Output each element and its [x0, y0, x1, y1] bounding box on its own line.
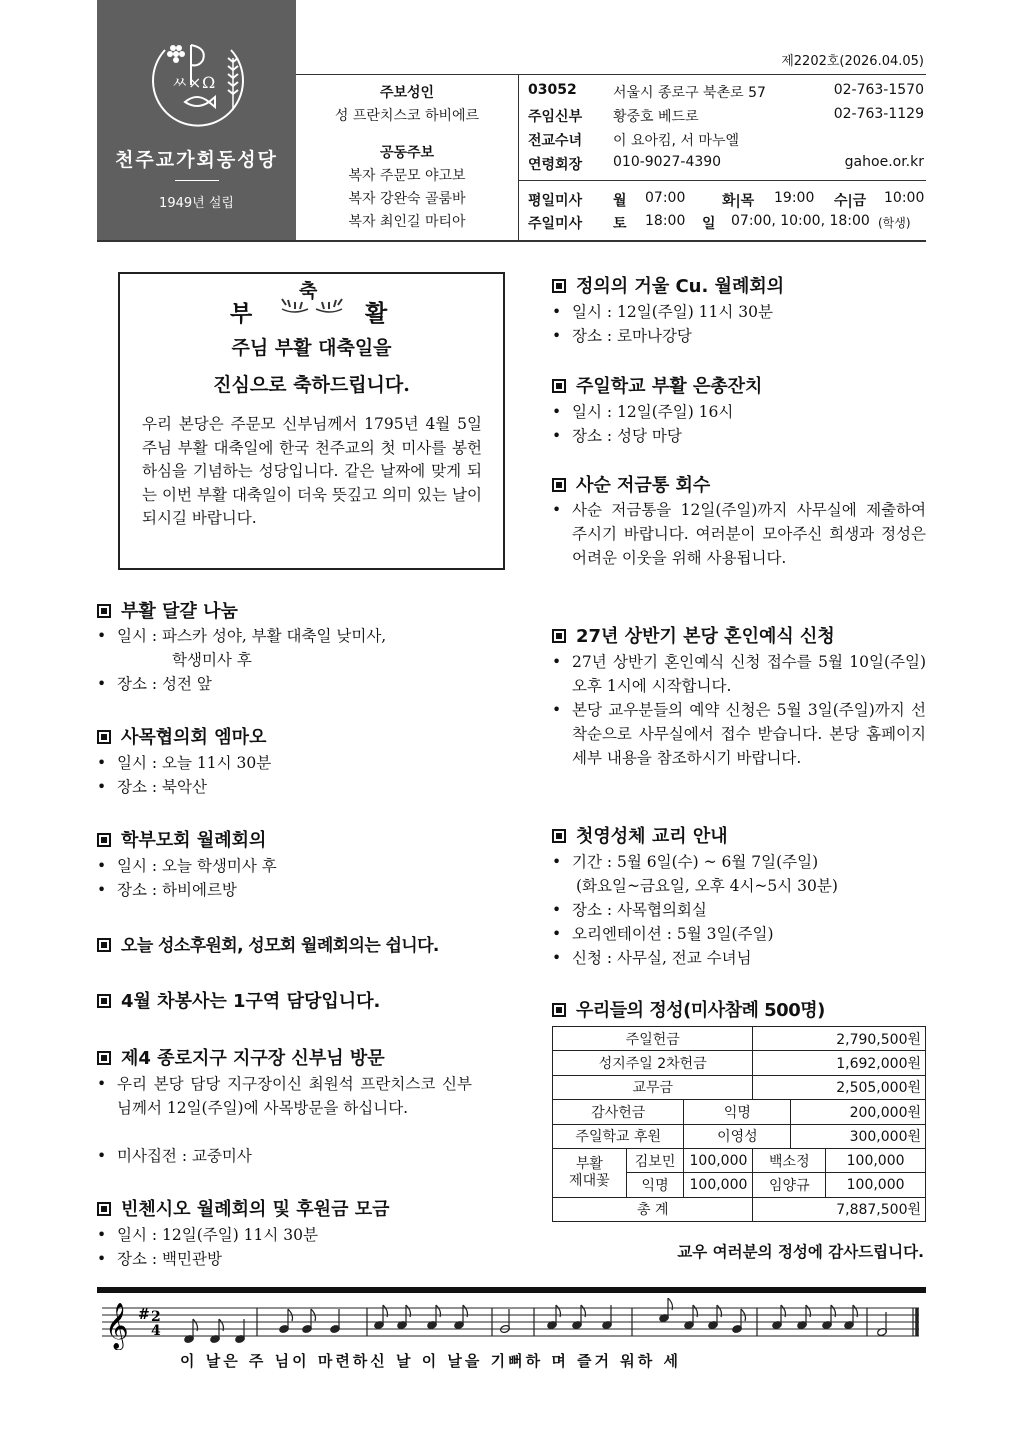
mass-note: (학생) [878, 216, 911, 230]
music-staff [97, 1298, 926, 1350]
pastor-name: 황중호 베드로 [613, 109, 699, 125]
mass-day: 수|금 [834, 193, 867, 209]
square-bullet-icon [552, 478, 566, 492]
square-bullet-icon [97, 938, 111, 952]
table-row [553, 1027, 926, 1051]
list-item: • 장소 : 로마나강당 [552, 327, 692, 345]
donor-name: 이영성 [684, 1124, 791, 1148]
square-bullet-icon [552, 279, 566, 293]
list-item: • 장소 : 하비에르방 [97, 881, 237, 899]
section-title: 학부모회 월례회의 [97, 826, 266, 852]
section-title: 사목협의회 엠마오 [97, 723, 266, 749]
list-item: • 신청 : 사무실, 전교 수녀님 [552, 949, 752, 967]
list-item: • 일시 : 12일(주일) 11시 30분 [552, 303, 774, 321]
mass-day: 화|목 [722, 193, 755, 209]
header-divider [518, 74, 519, 240]
weekday-mass-label: 평일미사 [528, 193, 583, 209]
pastor-row [528, 106, 924, 128]
time-signature-bottom: 4 [151, 1323, 161, 1339]
weekday-mass-row [528, 190, 924, 212]
music-divider [97, 1287, 926, 1293]
list-item: • 일시 : 파스카 성야, 부활 대축일 낮미사, [97, 627, 387, 645]
table-row [553, 1100, 926, 1124]
square-bullet-icon [552, 379, 566, 393]
sharp-icon: # [138, 1307, 150, 1323]
table-row [553, 1124, 926, 1148]
total-amount: 7,887,500원 [753, 1197, 926, 1221]
table-row [553, 1197, 926, 1221]
list-item: • 일시 : 12일(주일) 11시 30분 [97, 1226, 319, 1244]
list-item: • 장소 : 북악산 [97, 778, 207, 796]
easter-message: 우리 본당은 주문모 신부님께서 1795년 4월 5일 주님 부활 대축일에 한국 천주교의 첫 미사를 봉헌하심을 기념하는 성당입니다. 같은 날짜에 맞게 되는 이번 부활 대축일이 더욱 뜻깊고 의미 있는 날이 되시길 바랍니다. [142, 415, 482, 527]
copatron-name: 복자 최인길 마티아 [348, 214, 466, 230]
copatrons-title: 공동주보 [379, 145, 435, 161]
postal-code: 03052 [528, 82, 577, 98]
section-title: 정의의 거울 Cu. 월례회의 [552, 272, 784, 298]
offering-amount: 300,000원 [791, 1124, 926, 1148]
church-name: 천주교가회동성당 [115, 149, 278, 171]
church-logo-panel [97, 0, 296, 240]
phone: 02-763-1570 [833, 82, 924, 98]
offering-amount: 200,000원 [791, 1100, 926, 1124]
donor-name: 김보민 [626, 1148, 684, 1172]
list-item: • 장소 : 성당 마당 [552, 427, 682, 445]
greeting-line: 주님 부활 대축일을 [231, 337, 392, 359]
section-title: 우리들의 정성(미사참례 500명) [552, 996, 825, 1022]
offering-amount: 2,790,500원 [753, 1027, 926, 1051]
treble-clef-icon: 𝄞 [105, 1303, 129, 1349]
offering-amount: 100,000 [684, 1148, 753, 1172]
list-item: • 미사집전 : 교중미사 [97, 1147, 252, 1165]
donor-name: 임양규 [753, 1173, 826, 1197]
chair-label: 연령회장 [528, 157, 583, 173]
section-title: 주일학교 부활 은총잔치 [552, 372, 762, 398]
address-row [528, 82, 924, 104]
chair-row [528, 154, 924, 176]
square-bullet-icon [97, 833, 111, 847]
header-divider [296, 74, 926, 75]
section-title: 사순 저금통 회수 [552, 471, 710, 497]
founded-year: 1949년 설립 [159, 196, 234, 211]
thanks-message: 교우 여러분의 정성에 감사드립니다. [677, 1243, 924, 1261]
square-bullet-icon [97, 1051, 111, 1065]
easter-word-center: 축 [299, 280, 318, 302]
offering-label: 성지주일 2차헌금 [553, 1051, 753, 1075]
square-bullet-icon [552, 1003, 566, 1017]
list-item-continuation: 학생미사 후 [172, 651, 252, 669]
list-item: • 기간 : 5월 6일(수) ~ 6월 7일(주일) [552, 853, 819, 871]
mass-time: 07:00 [645, 190, 686, 206]
copatron-name: 복자 강완숙 골룸바 [348, 191, 466, 207]
sisters-names: 이 요아킴, 서 마누엘 [613, 133, 739, 149]
divider [175, 180, 219, 181]
section-title: 27년 상반기 본당 혼인예식 신청 [552, 622, 835, 648]
patron-section [296, 82, 518, 234]
offering-amount: 2,505,000원 [753, 1075, 926, 1099]
easter-word: 활 [365, 300, 388, 327]
easter-word: 부 [230, 300, 253, 327]
list-item: • 본당 교우분들의 예약 신청은 5월 3일(주일)까지 선착순으로 사무실에서 접수 받습니다. 본당 홈페이지 세부 내용을 참조하시기 바랍니다. [552, 701, 926, 767]
list-item: • 사순 저금통을 12일(주일)까지 사무실에 제출하여 주시기 바랍니다. 여러분이 모아주신 희생과 정성은 어려운 이웃을 위해 사용됩니다. [552, 501, 926, 567]
chair-phone: 010-9027-4390 [613, 154, 722, 170]
mass-time: 19:00 [774, 190, 815, 206]
svg-text:×: × [188, 73, 202, 92]
list-item: • 우리 본당 담당 지구장이신 최원석 프란치스코 신부님께서 12일(주일)에 사목방문을 하십니다. [97, 1075, 472, 1117]
offering-amount: 100,000 [684, 1173, 753, 1197]
pastor-label: 주임신부 [528, 109, 583, 125]
offering-label: 주일헌금 [553, 1027, 753, 1051]
header-divider [518, 180, 926, 181]
sisters-row [528, 130, 924, 152]
table-row [553, 1051, 926, 1075]
table-row [553, 1148, 926, 1172]
section-title: 제4 종로지구 지구장 신부님 방문 [97, 1044, 385, 1070]
section-title: 부활 달걀 나눔 [97, 597, 238, 623]
offering-amount: 100,000 [826, 1148, 926, 1172]
section-title: 첫영성체 교리 안내 [552, 822, 728, 848]
svg-text:Ω: Ω [202, 73, 216, 92]
list-item: • 일시 : 12일(주일) 16시 [552, 403, 734, 421]
patron-title: 주보성인 [379, 85, 435, 101]
offering-label: 교무금 [553, 1075, 753, 1099]
total-label: 총 계 [553, 1197, 753, 1221]
section-title: 4월 차봉사는 1구역 담당입니다. [97, 987, 380, 1013]
offering-amount: 100,000 [826, 1173, 926, 1197]
offering-label: 감사헌금 [553, 1100, 684, 1124]
list-item: • 장소 : 성전 앞 [97, 675, 212, 693]
square-bullet-icon [97, 994, 111, 1008]
square-bullet-icon [97, 604, 111, 618]
donor-name: 익명 [684, 1100, 791, 1124]
section-title: 빈첸시오 월례회의 및 후원금 모금 [97, 1195, 390, 1221]
phone: 02-763-1129 [833, 106, 924, 122]
mass-time: 10:00 [884, 190, 925, 206]
square-bullet-icon [97, 1202, 111, 1216]
mass-day: 일 [702, 216, 716, 232]
time-signature-top: 2 [151, 1309, 161, 1325]
section-title: 오늘 성소후원회, 성모회 월례회의는 쉽니다. [97, 931, 439, 956]
table-row [553, 1075, 926, 1099]
greeting-line: 진심으로 축하드립니다. [213, 374, 410, 396]
list-item: • 오리엔테이션 : 5월 3일(주일) [552, 925, 774, 943]
website-link[interactable]: gahoe.or.kr [844, 154, 924, 170]
list-item: • 일시 : 오늘 학생미사 후 [97, 857, 277, 875]
svg-text:ㅆ: ㅆ [172, 73, 188, 92]
square-bullet-icon [552, 629, 566, 643]
list-item: • 27년 상반기 혼인예식 신청 접수를 5월 10일(주일) 오후 1시에 시작합니다. [552, 653, 926, 695]
list-item: • 장소 : 사목협의회실 [552, 901, 707, 919]
donor-name: 익명 [626, 1173, 684, 1197]
church-emblem-icon [145, 40, 251, 130]
song-lyrics: 이 날은 주 님이 마련하신 날 이 날을 기뻐하 며 즐거 워하 세 [180, 1352, 681, 1370]
list-item: • 장소 : 백민관방 [97, 1250, 222, 1268]
offering-label: 부활 제대꽃 [553, 1148, 627, 1197]
mass-day: 월 [613, 193, 627, 209]
list-item-continuation: (화요일~금요일, 오후 4시~5시 30분) [576, 877, 838, 895]
copatron-name: 복자 주문모 야고보 [348, 168, 466, 184]
sunday-mass-row [528, 213, 924, 235]
mass-day: 토 [613, 216, 627, 232]
offering-label: 주일학교 후원 [553, 1124, 684, 1148]
offering-amount: 1,692,000원 [753, 1051, 926, 1075]
square-bullet-icon [552, 829, 566, 843]
mass-time: 18:00 [645, 213, 686, 229]
mass-time: 07:00, 10:00, 18:00 [731, 213, 870, 229]
offerings-table [552, 1026, 926, 1222]
sunday-mass-label: 주일미사 [528, 216, 583, 232]
patron-name: 성 프란치스코 하비에르 [334, 108, 480, 124]
list-item: • 일시 : 오늘 11시 30분 [97, 754, 272, 772]
sisters-label: 전교수녀 [528, 133, 583, 149]
donor-name: 백소정 [753, 1148, 826, 1172]
square-bullet-icon [97, 730, 111, 744]
address: 서울시 종로구 북촌로 57 [613, 85, 766, 101]
issue-number: 제2202호(2026.04.05) [781, 54, 924, 69]
header-divider [97, 240, 926, 242]
